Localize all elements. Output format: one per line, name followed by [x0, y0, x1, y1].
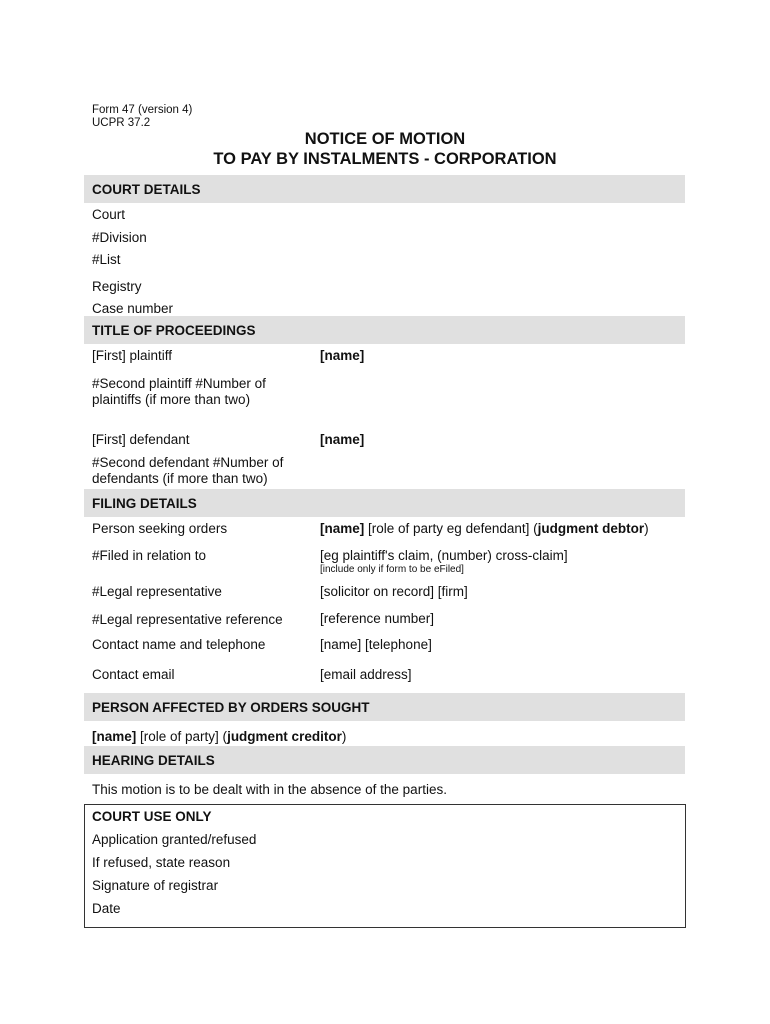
title-of-proceedings-band — [84, 316, 685, 344]
person-seeking-orders-label: Person seeking orders — [92, 521, 228, 536]
second-defendant-label-line-2: defendants (if more than two) — [92, 471, 268, 486]
second-defendant-label-line-1: #Second defendant #Number of — [92, 455, 284, 470]
court-field-label: Court — [92, 207, 126, 222]
contact-email-value: [email address] — [320, 667, 412, 682]
efiled-note: [include only if form to be eFiled] — [320, 564, 464, 575]
refusal-reason: If refused, state reason — [92, 855, 231, 870]
second-plaintiff-label-line-2: plaintiffs (if more than two) — [92, 392, 251, 407]
filing-details-band — [84, 489, 685, 517]
filed-in-relation-label: #Filed in relation to — [92, 548, 207, 563]
person-affected-heading: PERSON AFFECTED BY ORDERS SOUGHT — [92, 700, 370, 715]
application-granted-refused: Application granted/refused — [92, 832, 257, 847]
person-affected-value — [92, 729, 346, 745]
first-plaintiff-value: [name] — [320, 348, 365, 363]
form-title-line-1: NOTICE OF MOTION — [304, 130, 466, 148]
legal-reference-label: #Legal representative reference — [92, 612, 283, 627]
legal-reference-value: [reference number] — [320, 611, 435, 626]
registrar-signature: Signature of registrar — [92, 878, 219, 893]
contact-name-telephone-label: Contact name and telephone — [92, 637, 266, 652]
person-role-placeholder: [role of party eg defendant] ( — [364, 521, 538, 536]
person-affected-band — [84, 693, 685, 721]
court-use-only-heading: COURT USE ONLY — [92, 809, 212, 824]
contact-name-telephone-value: [name] [telephone] — [320, 637, 432, 652]
title-of-proceedings-heading: TITLE OF PROCEEDINGS — [92, 323, 256, 338]
legal-representative-value: [solicitor on record] [firm] — [320, 584, 468, 599]
second-plaintiff-label-line-1: #Second plaintiff #Number of — [92, 376, 266, 391]
first-defendant-label: [First] defendant — [92, 432, 190, 447]
affected-name-placeholder: [name] — [92, 729, 137, 744]
list-field-label: #List — [92, 252, 121, 267]
person-name-placeholder: [name] — [320, 521, 365, 536]
first-plaintiff-label: [First] plaintiff — [92, 348, 173, 363]
contact-email-label: Contact email — [92, 667, 175, 682]
division-field-label: #Division — [92, 230, 147, 245]
affected-capacity: judgment creditor — [227, 729, 342, 744]
first-defendant-value: [name] — [320, 432, 365, 447]
person-capacity: judgment debtor — [537, 521, 645, 536]
court-details-band — [84, 175, 685, 203]
court-details-heading: COURT DETAILS — [92, 182, 201, 197]
filing-details-heading: FILING DETAILS — [92, 496, 197, 511]
form-title-line-2: TO PAY BY INSTALMENTS - CORPORATION — [213, 150, 557, 168]
registry-field-label: Registry — [92, 279, 142, 294]
date-field: Date — [92, 901, 121, 916]
hearing-details-text: This motion is to be dealt with in the absence of the parties. — [92, 782, 447, 797]
affected-role-placeholder: [role of party] ( — [136, 729, 228, 744]
person-close-paren: ) — [644, 521, 649, 536]
form-number: Form 47 (version 4) — [92, 104, 193, 116]
person-seeking-orders-value — [320, 521, 649, 537]
hearing-details-band — [84, 746, 685, 774]
legal-representative-label: #Legal representative — [92, 584, 222, 599]
rule-reference: UCPR 37.2 — [92, 117, 151, 129]
filed-in-relation-value: [eg plaintiff's claim, (number) cross-claim] — [320, 548, 568, 563]
hearing-details-heading: HEARING DETAILS — [92, 753, 215, 768]
case-number-field-label: Case number — [92, 301, 174, 316]
affected-close-paren: ) — [341, 729, 347, 744]
